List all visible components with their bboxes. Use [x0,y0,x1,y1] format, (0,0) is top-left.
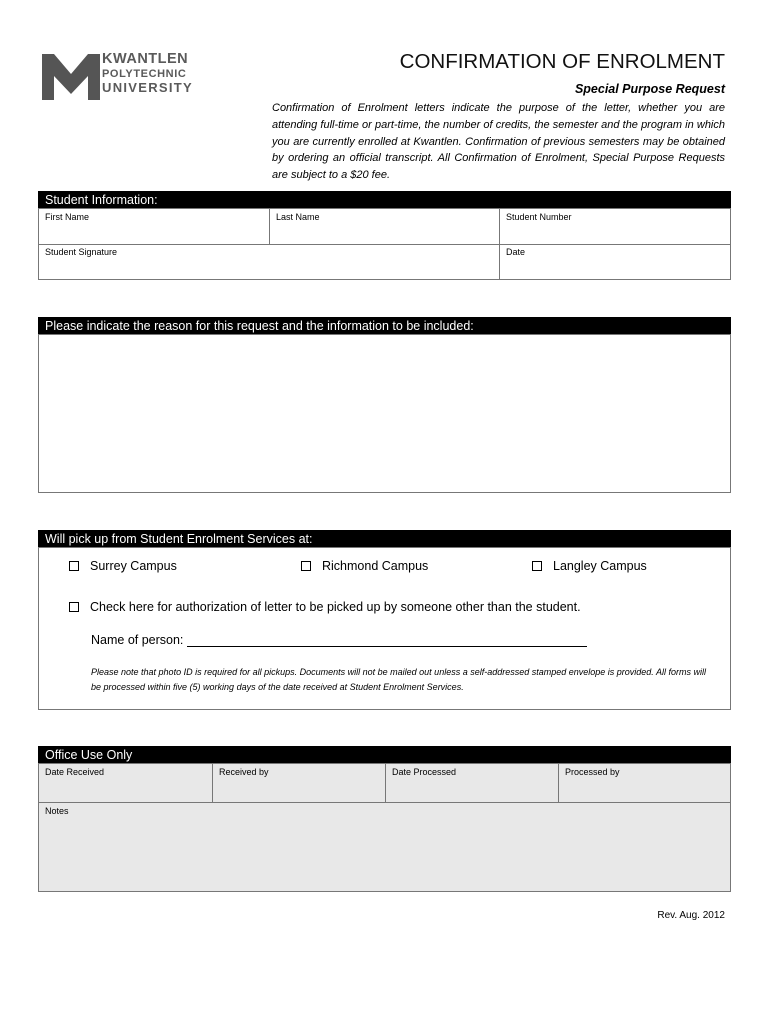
pickup-heading: Will pick up from Student Enrolment Services at: [38,530,731,548]
name-of-person-input[interactable] [187,634,587,647]
authorization-checkbox[interactable] [69,602,79,612]
reason-text-area[interactable] [38,334,731,493]
pickup-section [38,547,731,710]
date-received-field[interactable] [39,764,212,802]
received-by-field[interactable] [213,764,385,802]
langley-campus-option[interactable] [532,559,647,573]
student-info-heading: Student Information: [38,191,731,209]
richmond-campus-label: Richmond Campus [322,559,429,573]
last-name-label: Last Name [276,212,320,222]
form-title: CONFIRMATION OF ENROLMENT [399,50,725,73]
langley-campus-label: Langley Campus [553,559,647,573]
student-signature-field[interactable] [39,244,499,279]
date-processed-label: Date Processed [392,767,457,777]
form-subtitle: Special Purpose Request [574,82,725,96]
first-name-label: First Name [45,212,90,222]
name-of-person-label: Name of person: [91,633,184,647]
richmond-campus-option[interactable] [301,559,428,573]
first-name-field[interactable] [39,209,269,244]
surrey-campus-option[interactable] [69,559,177,573]
authorization-option[interactable] [69,600,581,614]
name-of-person-row [91,633,587,647]
date-received-label: Date Received [45,767,105,777]
student-number-label: Student Number [506,212,572,222]
logo-line-2: POLYTECHNIC [102,67,187,80]
kwantlen-k-mark-icon [42,54,100,100]
intro-paragraph: Confirmation of Enrolment letters indicate the purpose of the letter, whether you are attending full-time or part-time, the number of credits, the semester and the program in which you are currently enrolled at Kwantlen. Confirmation of previous semesters may be obtained by ordering an official transcript. All Confirmation of Enrolment, Special Purpose Requests are subject to a $20 fee. [272,102,725,182]
revision-date: Rev. Aug. 2012 [657,910,725,921]
office-use-heading: Office Use Only [38,746,731,764]
date-processed-field[interactable] [386,764,558,802]
richmond-campus-checkbox[interactable] [301,561,311,571]
processed-by-label: Processed by [565,767,620,777]
last-name-field[interactable] [270,209,499,244]
notes-label: Notes [45,806,69,816]
authorization-label: Check here for authorization of letter to be picked up by someone other than the student. [90,600,581,614]
notes-field[interactable] [39,803,730,891]
received-by-label: Received by [219,767,269,777]
logo-line-1: KWANTLEN [102,51,189,67]
surrey-campus-label: Surrey Campus [90,559,177,573]
student-info-table [38,208,731,280]
student-number-field[interactable] [500,209,730,244]
date-label: Date [506,247,526,257]
logo-line-3: UNIVERSITY [102,79,194,95]
student-signature-label: Student Signature [45,247,118,257]
surrey-campus-checkbox[interactable] [69,561,79,571]
date-field[interactable] [500,244,730,279]
processed-by-field[interactable] [559,764,730,802]
langley-campus-checkbox[interactable] [532,561,542,571]
reason-heading: Please indicate the reason for this request and the information to be included: [38,317,731,335]
office-use-table [38,763,731,892]
kwantlen-logo [42,51,207,101]
pickup-note: Please note that photo ID is required for all pickups. Documents will not be mailed out unless a self-addressed stamped envelope is provided. All forms will be processed within five (5) working days of the date received at Student Enrolment Services. [91,667,706,692]
